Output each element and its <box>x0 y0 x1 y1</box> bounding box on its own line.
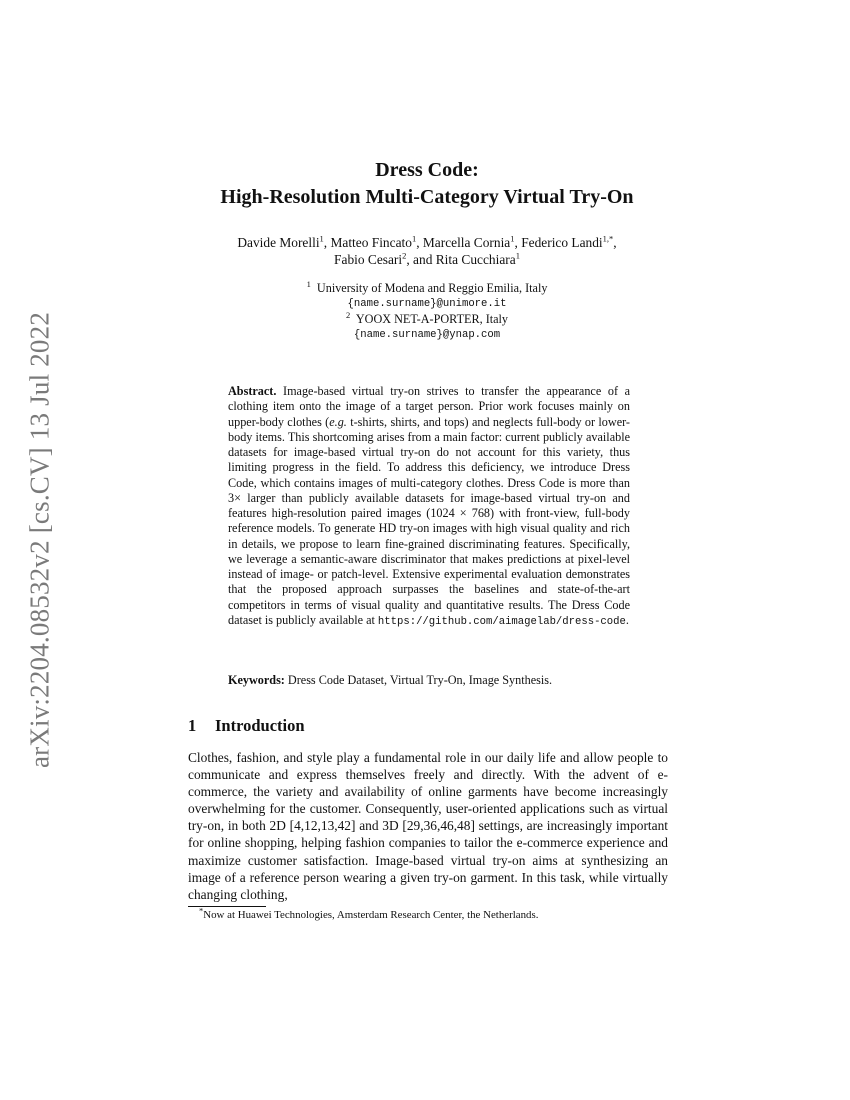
introduction-body <box>188 749 668 903</box>
author-affiliation-mark: 1 <box>411 233 417 244</box>
abstract-text-end: . <box>625 612 629 627</box>
affiliation-name: YOOX NET-A-PORTER, Italy <box>355 312 509 326</box>
dataset-url-link[interactable]: https://github.com/aimagelab/dress-code <box>377 615 626 628</box>
author-affiliation-mark: 2 <box>402 250 407 261</box>
arxiv-sidebar-identifier: arXiv:2204.08532v2 [cs.CV] 13 Jul 2022 <box>24 311 55 769</box>
author-name: , Federico Landi <box>514 235 603 250</box>
section-title: Introduction <box>215 716 305 735</box>
abstract-label: Abstract. <box>228 384 277 398</box>
keywords-text: Dress Code Dataset, Virtual Try-On, Image Synthesis. <box>287 673 553 687</box>
author-separator: , <box>613 235 617 250</box>
author-affiliation-mark: 1 <box>515 250 520 261</box>
affiliation-1-email: {name.surname}@unimore.it <box>347 297 507 310</box>
author-name: , Matteo Fincato <box>323 235 412 250</box>
affiliations <box>120 278 734 343</box>
author-line-2 <box>120 251 734 268</box>
affiliation-2-email: {name.surname}@ynap.com <box>353 328 501 341</box>
section-heading-introduction <box>188 716 305 736</box>
keywords-label: Keywords: <box>228 673 285 687</box>
affiliation-number: 2 <box>345 309 351 320</box>
title-line-2: High-Resolution Multi-Category Virtual Try-On <box>220 186 634 208</box>
author-affiliation-mark: 1,* <box>602 233 614 244</box>
author-list <box>120 234 734 268</box>
keywords <box>228 673 630 688</box>
abstract <box>228 384 630 630</box>
affiliation-1 <box>120 278 734 297</box>
intro-paragraph: Clothes, fashion, and style play a fundamental role in our daily life and allow people to communicate and express themselves freely and directly. With the advent of e-commerce, the variety and availability of online garments have become increasingly overwhelming for the customer. Consequently, user-oriented applications such as virtual try-on, in both 2D [4,12,13,42] and 3D [29,36,46,48] settings, are increasingly important for online shopping, helping fashion companies to tailor the e-commerce experience and maximize customer satisfaction. Image-based virtual try-on aims at synthesizing an image of a reference person wearing a given try-on garment. In this task, while virtually changing clothing, <box>188 750 668 902</box>
footnote <box>199 905 539 922</box>
author-affiliation-mark: 1 <box>319 233 324 244</box>
author-name: Davide Morelli <box>237 235 320 250</box>
affiliation-2 <box>120 309 734 328</box>
author-name: , Marcella Cornia <box>416 235 511 250</box>
affiliation-name: University of Modena and Reggio Emilia, Italy <box>316 281 548 295</box>
author-name: Fabio Cesari <box>334 252 403 267</box>
author-line-1 <box>120 234 734 251</box>
abstract-text: Image-based virtual try-on strives to transfer the appearance of a clothing item onto the image of a target person. Prior work focuses mainly on upper-body clothes ( <box>228 384 631 429</box>
abstract-text-continued: t-shirts, shirts, and tops) and neglects full-body or lower-body items. This shortcoming arises from a main factor: current publicly available datasets for image-based virtual try-on do not account for this variety, thus limiting progress in the field. To address this deficiency, we introduce Dress Code, which contains images of multi-category clothes. Dress Code is more than 3× larger than publicly available datasets for image-based virtual try-on and features high-resolution paired images (1024 × 768) with front-view, full-body reference models. To generate HD try-on images with high visual quality and rich in details, we propose to learn fine-grained discriminating features. Specifically, we leverage a semantic-aware discriminator that makes predictions at pixel-level instead of image- or patch-level. Extensive experimental evaluation demonstrates that the proposed approach surpasses the baselines and state-of-the-art competitors in terms of visual quality and quantitative results. The Dress Code dataset is publicly available at <box>228 414 630 627</box>
affiliation-number: 1 <box>306 278 311 289</box>
footnote-text: Now at Huawei Technologies, Amsterdam Research Center, the Netherlands. <box>203 909 539 921</box>
paper-title <box>120 157 734 211</box>
footnote-mark: * <box>199 905 204 916</box>
section-number: 1 <box>188 716 197 735</box>
author-affiliation-mark: 1 <box>510 233 515 244</box>
author-name: , and Rita Cucchiara <box>406 252 516 267</box>
title-line-1: Dress Code: <box>375 159 479 181</box>
abstract-eg: e.g. <box>329 414 347 429</box>
